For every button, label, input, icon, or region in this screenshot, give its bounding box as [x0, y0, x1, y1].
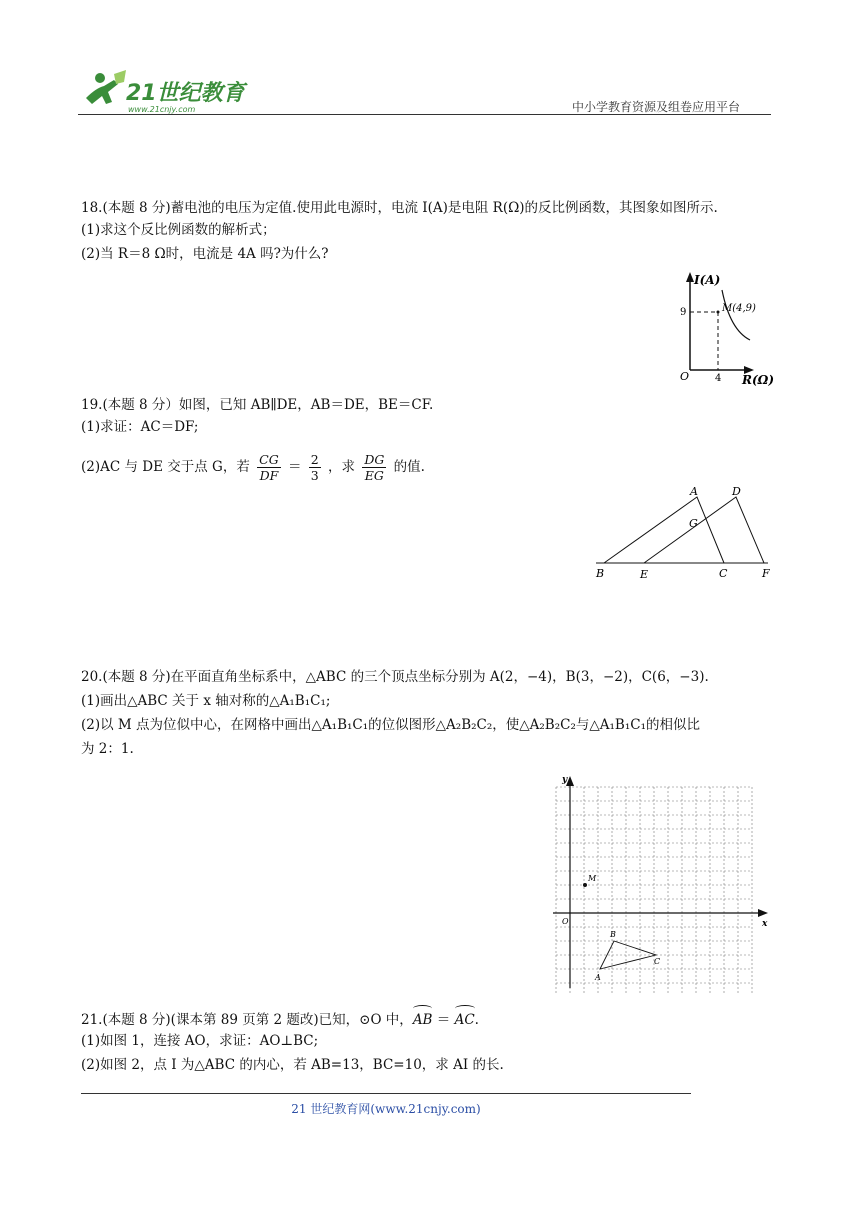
grid-y-label: y	[562, 775, 568, 785]
grid-label-M: M	[588, 874, 597, 883]
grid-label-C: C	[654, 957, 661, 966]
label-A: A	[690, 485, 698, 498]
frac2-den: 3	[310, 468, 319, 483]
q19-line3-a: (2)AC 与 DE 交于点 G，若	[81, 459, 250, 475]
label-F: F	[762, 567, 770, 580]
q21-eq: ＝	[432, 1012, 455, 1028]
runner-icon	[86, 70, 126, 104]
q20-line4: 为 2：1.	[81, 741, 134, 757]
q19-line2: (1)求证：AC＝DF;	[81, 419, 199, 435]
q19-line1: 19.(本题 8 分）如图，已知 AB∥DE，AB＝DE，BE＝CF.	[81, 397, 434, 413]
q21-line1	[81, 1005, 479, 1031]
label-G: G	[689, 517, 698, 530]
graph-x-label: R(Ω)	[742, 373, 775, 387]
graph-y-label: I(A)	[694, 273, 721, 287]
q20-line2: (1)画出△ABC 关于 x 轴对称的△A₁B₁C₁;	[81, 693, 331, 709]
graph-point-label: M(4,9)	[722, 303, 756, 314]
label-E: E	[640, 568, 649, 581]
q18-line1: 18.(本题 8 分)蓄电池的电压为定值.使用此电源时，电流 I(A)是电阻 R(Ω)的反比例函数，其图象如图所示.	[81, 200, 718, 216]
frac2-num: 2	[310, 452, 319, 467]
arc-ab: AB	[413, 1005, 433, 1031]
q19-line3	[81, 450, 425, 484]
label-B: B	[596, 567, 605, 580]
q19-figure	[590, 484, 780, 584]
q21-line3: (2)如图 2，点 I 为△ABC 的内心，若 AB=13，BC=10，求 AI 的长.	[81, 1057, 504, 1073]
grid-x-label: x	[762, 919, 768, 929]
grid-origin: O	[562, 917, 569, 926]
q21-line1-a: 21.(本题 8 分)(课本第 89 页第 2 题改)已知，⊙O 中，	[81, 1012, 413, 1028]
fraction-2-3	[309, 452, 321, 483]
frac3-den: EG	[364, 468, 384, 483]
logo-text: 21世纪教育	[126, 81, 245, 106]
q19-eq: ＝	[288, 459, 302, 475]
logo-url: www.21cnjy.com	[128, 105, 196, 114]
grid-label-B: B	[610, 930, 616, 939]
fraction-dg-eg	[362, 452, 386, 483]
header-divider	[78, 114, 771, 115]
graph-origin: O	[680, 370, 690, 383]
fraction-cg-df	[257, 452, 281, 483]
q19-line3-c: 的值.	[393, 459, 425, 475]
label-C: C	[719, 567, 728, 580]
q21-line1-b: .	[474, 1012, 479, 1028]
arc-ac: AC	[455, 1005, 475, 1031]
graph-tick-y: 9	[680, 307, 687, 318]
q21-line2: (1)如图 1，连接 AO，求证：AO⊥BC;	[81, 1033, 319, 1049]
q20-line1: 20.(本题 8 分)在平面直角坐标系中，△ABC 的三个顶点坐标分别为 A(2，−4)，B(3，−2)，C(6，−3).	[81, 669, 709, 685]
logo	[78, 68, 248, 116]
footer-divider	[81, 1093, 691, 1094]
graph-tick-x: 4	[715, 373, 722, 384]
q20-grid	[550, 772, 775, 994]
frac3-num: DG	[364, 452, 385, 467]
frac1-den: DF	[259, 468, 279, 483]
frac1-num: CG	[259, 452, 279, 467]
grid-label-A: A	[595, 973, 601, 982]
footer-link[interactable]: 21 世纪教育网(www.21cnjy.com)	[291, 1102, 481, 1116]
q18-graph	[670, 268, 780, 388]
label-D: D	[732, 485, 741, 498]
q20-line3: (2)以 M 点为位似中心，在网格中画出△A₁B₁C₁的位似图形△A₂B₂C₂，使△A₂B₂C₂与△A₁B₁C₁的相似比	[81, 717, 700, 733]
header-platform-text: 中小学教育资源及组卷应用平台	[571, 100, 740, 114]
q19-line3-b: ，求	[328, 459, 356, 475]
q18-line3: (2)当 R＝8 Ω时，电流是 4A 吗?为什么?	[81, 246, 329, 262]
q18-line2: (1)求这个反比例函数的解析式；	[81, 222, 276, 238]
